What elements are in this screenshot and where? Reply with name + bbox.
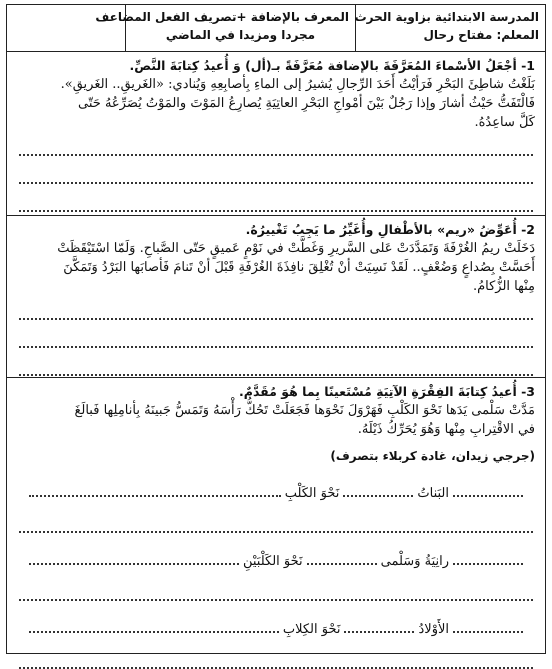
answer-line[interactable]: [19, 194, 533, 212]
blank-line[interactable]: [453, 555, 523, 565]
lesson-topic-cell: [95, 5, 355, 51]
question-3: [7, 383, 545, 669]
answer-line[interactable]: [19, 166, 533, 184]
question-1: [7, 57, 545, 212]
question-2-text-line: مِنْها الزُّكامُ.: [472, 279, 535, 294]
source-reference: (جرجي زيدان، غادة كربلاء بتصرف): [330, 449, 535, 463]
section-divider: [7, 377, 545, 378]
fill-row: [7, 473, 545, 503]
question-2-text-line: أَحَسَّتْ بِصُداعٍ وَضُعْفٍ.. لَقَدْ نَسِيَتْ أنْ تُغْلِقَ نافِذَةَ الغُرْفَةِ قَبْلَ أنْ تَنامَ فَأصابَها البَرْدُ وَتَمَكَّنَ: [63, 260, 535, 275]
fill-subject: الأَوْلادُ: [418, 622, 449, 637]
fill-subject: رانِيَةُ وَسَلْمى: [380, 554, 449, 569]
fill-subject: البَناتُ: [417, 486, 449, 501]
answer-line[interactable]: [19, 651, 533, 669]
question-3-text-line: في الاقْتِرابِ مِنْها وَهُوَ يُحَرِّكُ ذَيْلَهُ.: [357, 422, 535, 437]
topic-line-2: مجردا ومزيدا في الماضي: [165, 28, 316, 42]
fill-target: نَحْوَ الكَلْبِ: [284, 486, 340, 501]
blank-line[interactable]: [453, 623, 523, 633]
question-3-text-line: مَدَّتْ سَلْمى يَدَها نَحْوَ الكَلْبِ فَهَرْوَلَ نَحْوَها فَجَعَلَتْ تَحُكُّ رَأْسَهُ وَتَمَسُّ جَبينَهُ بِأنامِلِها فَبالَغَ: [74, 403, 535, 418]
answer-line[interactable]: [19, 302, 533, 320]
question-1-text-line: فَالْتَفَتُّ حَيْثُ أشارَ وإذا رَجُلٌ بَيْنَ أمْواجِ البَحْرِ العاتِيَةِ يُصارِعُ المَوْتَ والمَوْتُ يُصَرِّعُهُ حَتّى: [78, 96, 535, 111]
answer-line[interactable]: [19, 515, 533, 533]
question-2: [7, 221, 545, 376]
answer-line[interactable]: [19, 358, 533, 376]
answer-line[interactable]: [19, 583, 533, 601]
worksheet: [6, 4, 546, 654]
blank-line[interactable]: [344, 623, 414, 633]
fill-row: [7, 541, 545, 571]
topic-line-1: المعرف بالإضافة +تصريف الفعل المضاعف: [95, 10, 349, 24]
blank-line[interactable]: [29, 623, 279, 633]
fill-row: [7, 609, 545, 639]
question-2-text-line: دَخَلَتْ ريمُ الغُرْفَةَ وَتَمَدَّدَتْ عَلى السَّريرِ وَغَطَّتْ في نَوْمٍ عَميقٍ حَتّى الصَّباحِ. وَلَمّا اسْتَيْقَظَتْ: [57, 241, 535, 256]
fill-target: نَحْوَ الكَلْبَيْنِ: [242, 554, 303, 569]
question-1-instruction: 1- أجْعَلُ الأسْماءَ المُعَرَّفَةَ بالإضافة مُعَرَّفَةً بـ(أل) وَ أُعيدُ كِتابَةَ النَّصِّ.: [129, 58, 535, 73]
question-3-instruction: 3- أُعيدُ كِتابَةَ الفِقْرَةِ الآتِيَةِ مُسْتَعينًا بِما هُوَ مُقَدَّمٌ.: [239, 384, 535, 399]
blank-line[interactable]: [307, 555, 377, 565]
answer-line[interactable]: [19, 138, 533, 156]
blank-line[interactable]: [29, 487, 281, 497]
school-name: المدرسة الابتدائية بزاوية الحرث: [354, 10, 539, 24]
blank-line[interactable]: [343, 487, 413, 497]
header-table: [7, 5, 545, 52]
blank-line[interactable]: [29, 555, 239, 565]
question-2-instruction: 2- أُعَوِّضُ «ريم» بالأطْفالِ وأُغَيِّرُ ما يَجِبُ تَغْييرُهُ.: [245, 222, 535, 237]
blank-line[interactable]: [453, 487, 523, 497]
school-info-cell: [355, 5, 545, 51]
section-divider: [7, 215, 545, 216]
teacher-name: المعلم: مفتاح رحال: [423, 28, 539, 42]
empty-header-cell: [7, 5, 125, 51]
question-1-text-line: بَلَغْتُ شاطِئَ البَحْرِ فَرَأيْتُ أَحَدَ الرِّجالِ يُشيرُ إلى الماءِ بِأصابِعِهِ وَيُنادي: «الغَريقِ.. الغَريقِ».: [60, 77, 535, 92]
question-1-text-line: كَلَّ ساعِدُهُ.: [474, 115, 535, 130]
answer-line[interactable]: [19, 330, 533, 348]
fill-target: نَحْوَ الكِلابِ: [282, 622, 341, 637]
